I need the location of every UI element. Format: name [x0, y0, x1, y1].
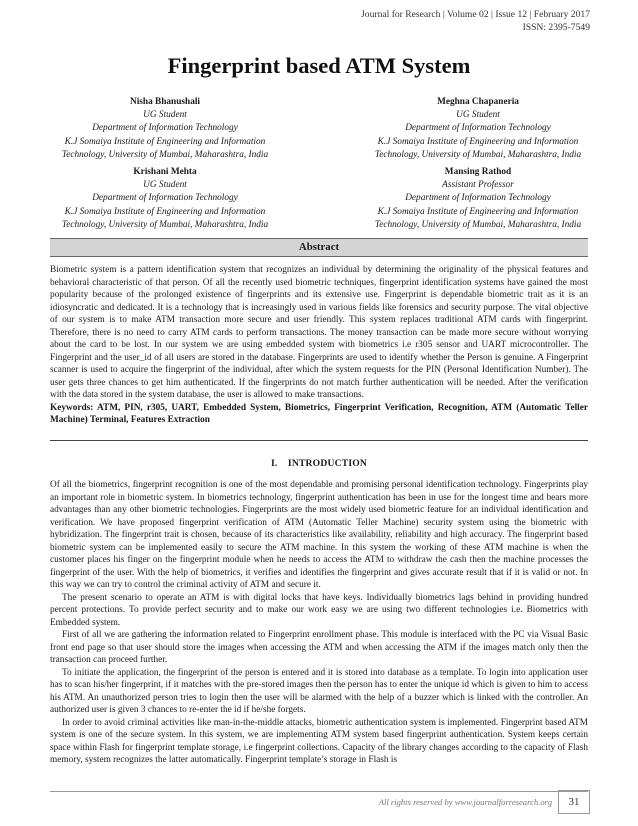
- author-block-1: [20, 96, 310, 162]
- author-department: Department of Information Technology: [405, 123, 551, 134]
- abstract-divider: [50, 440, 588, 441]
- intro-paragraph: First of all we are gathering the information related to Fingerprint enrollment phase. This module is interfaced with the PC via Visual Basic front end page so that user should store the images when accessing the ATM and when accessing the ATM if the images match only then the transaction can proceed further.: [50, 630, 588, 665]
- author-role: UG Student: [143, 180, 187, 191]
- author-institute-location: Technology, University of Mumbai, Maharashtra, India: [374, 149, 582, 160]
- section-heading: [0, 458, 638, 469]
- author-institute: K.J Somaiya Institute of Engineering and Information: [64, 136, 266, 147]
- author-institute: K.J Somaiya Institute of Engineering and Information: [377, 206, 579, 217]
- author-block-3: [20, 166, 310, 232]
- author-institute-location: Technology, University of Mumbai, Maharashtra, India: [61, 219, 269, 230]
- paper-title: Fingerprint based ATM System: [167, 53, 471, 78]
- author-department: Department of Information Technology: [92, 123, 238, 134]
- author-role: Assistant Professor: [442, 180, 514, 191]
- author-name: Mansing Rathod: [444, 167, 512, 177]
- footer-divider: [50, 791, 588, 792]
- journal-issn: ISSN: 2395-7549: [522, 22, 590, 33]
- page-number: 31: [558, 790, 590, 814]
- author-institute: K.J Somaiya Institute of Engineering and Information: [377, 136, 579, 147]
- author-name: Meghna Chapaneria: [437, 97, 519, 107]
- author-role: UG Student: [456, 110, 500, 121]
- author-institute: K.J Somaiya Institute of Engineering and Information: [64, 206, 266, 217]
- intro-paragraph: To initiate the application, the fingerprint of the person is entered and it is stored into database as a template. To login into application user has to scan his/her fingerprint, if it matches with the pre-stored images then the person has to enter the unique id which is given to him to access his ATM. An unauthorized person tries to login then the user will be alarmed with the help of a buzzer which is linked with the controller. An authorized user is given 3 chances to re-enter the id if he/she forgets.: [50, 667, 588, 715]
- author-name: Nisha Bhanushali: [129, 97, 201, 107]
- author-department: Department of Information Technology: [92, 193, 238, 204]
- introduction-body: [50, 479, 588, 767]
- author-block-4: [333, 166, 623, 232]
- footer-copyright: All rights reserved by www.journalforresearch.org: [378, 797, 552, 807]
- abstract-text: [50, 264, 588, 427]
- author-block-2: [333, 96, 623, 162]
- journal-header: [361, 8, 590, 34]
- author-role: UG Student: [143, 110, 187, 121]
- author-institute-location: Technology, University of Mumbai, Maharashtra, India: [61, 149, 269, 160]
- author-department: Department of Information Technology: [405, 193, 551, 204]
- section-title: INTRODUCTION: [287, 458, 368, 469]
- intro-paragraph: Of all the biometrics, fingerprint recognition is one of the most dependable and promising personal identification technology. Fingerprints play an important role in biometric system. In biometrics technology, fingerprint authentication has been in use for the longest time and bears more advantages than any other biometric technologies. Fingerprints are the most widely used biometric feature for an individual identification and verification. We have proposed fingerprint verification of ATM (Automatic Teller Machine) security system using the biometric with hybridization. The fingerprint trait is chosen, because of its characteristics like availability, reliability and high accuracy. The fingerprint based biometric system can be implemented easily to secure the ATM machine. In this system the working of these ATM machine is when the customer places his finger on the fingerprint module when he needs to access the ATM to withdraw the cash then the machine processes the fingerprint of the user. With the help of biometrics, it verifies and identifies the fingerprint and gives accurate result that if it is valid or not. In this way we can try to control the criminal activity of ATM and secure it.: [50, 480, 588, 590]
- abstract-heading: Abstract: [50, 238, 588, 257]
- section-number: I.: [270, 458, 278, 469]
- intro-paragraph: The present scenario to operate an ATM is with digital locks that have keys. Individually biometrics lags behind in providing hundred percent protections. To provide perfect security and to make our work easy we are using two different technologies i.e. Biometrics with Embedded system.: [50, 592, 588, 628]
- abstract-body: Biometric system is a pattern identification system that recognizes an individual by determining the originality of the physical features and behavioral characteristic of that person. Of all the recently used biometric techniques, fingerprint identification systems have gained the most popularity because of the prolonged existence of fingerprints and its extensive use. Fingerprint is dependable biometric trait as it is an idiosyncratic and dedicated. It is a technology that is increasingly used in various fields like forensics and security purpose. The vital objective of our system is to make ATM transaction more secure and user friendly. This system replaces traditional ATM cards with fingerprint. Therefore, there is no need to carry ATM cards to perform transactions. The money transaction can be made more secure without worrying about the card to be lost. In our system we are using embedded system with biometrics i.e r305 sensor and UART microcontroller. The Fingerprint and the user_id of all users are stored in the database. Fingerprints are used to identify whether the Person is genuine. A Fingerprint scanner is used to acquire the fingerprint of the individual, after which the system requests for the PIN (Personal Identification Number). The user gets three chances to get him authenticated. If the fingerprints do not match further authentication will be needed. After the verification with the data stored in the system database, the user is allowed to make transactions.: [50, 265, 588, 400]
- keywords: Keywords: ATM, PIN, r305, UART, Embedded System, Biometrics, Fingerprint Verification, Recognition, ATM (Automatic Teller Machine) Terminal, Features Extraction: [50, 402, 588, 425]
- intro-paragraph: In order to avoid criminal activities like man-in-the-middle attacks, biometric authentication system is implemented. Fingerprint based ATM system is one of the secure system. In this system, we are implementing ATM system based fingerprint authentication. System keeps certain space within Flash for fingerprint template storage, i.e fingerprint collections. Capacity of the library changes according to the capacity of Flash memory, system recognizes the latter automatically. Fingerprint template’s storage in Flash is: [50, 717, 588, 765]
- journal-citation: Journal for Research | Volume 02 | Issue 12 | February 2017: [361, 9, 590, 20]
- author-name: Krishani Mehta: [133, 167, 197, 177]
- author-institute-location: Technology, University of Mumbai, Maharashtra, India: [374, 219, 582, 230]
